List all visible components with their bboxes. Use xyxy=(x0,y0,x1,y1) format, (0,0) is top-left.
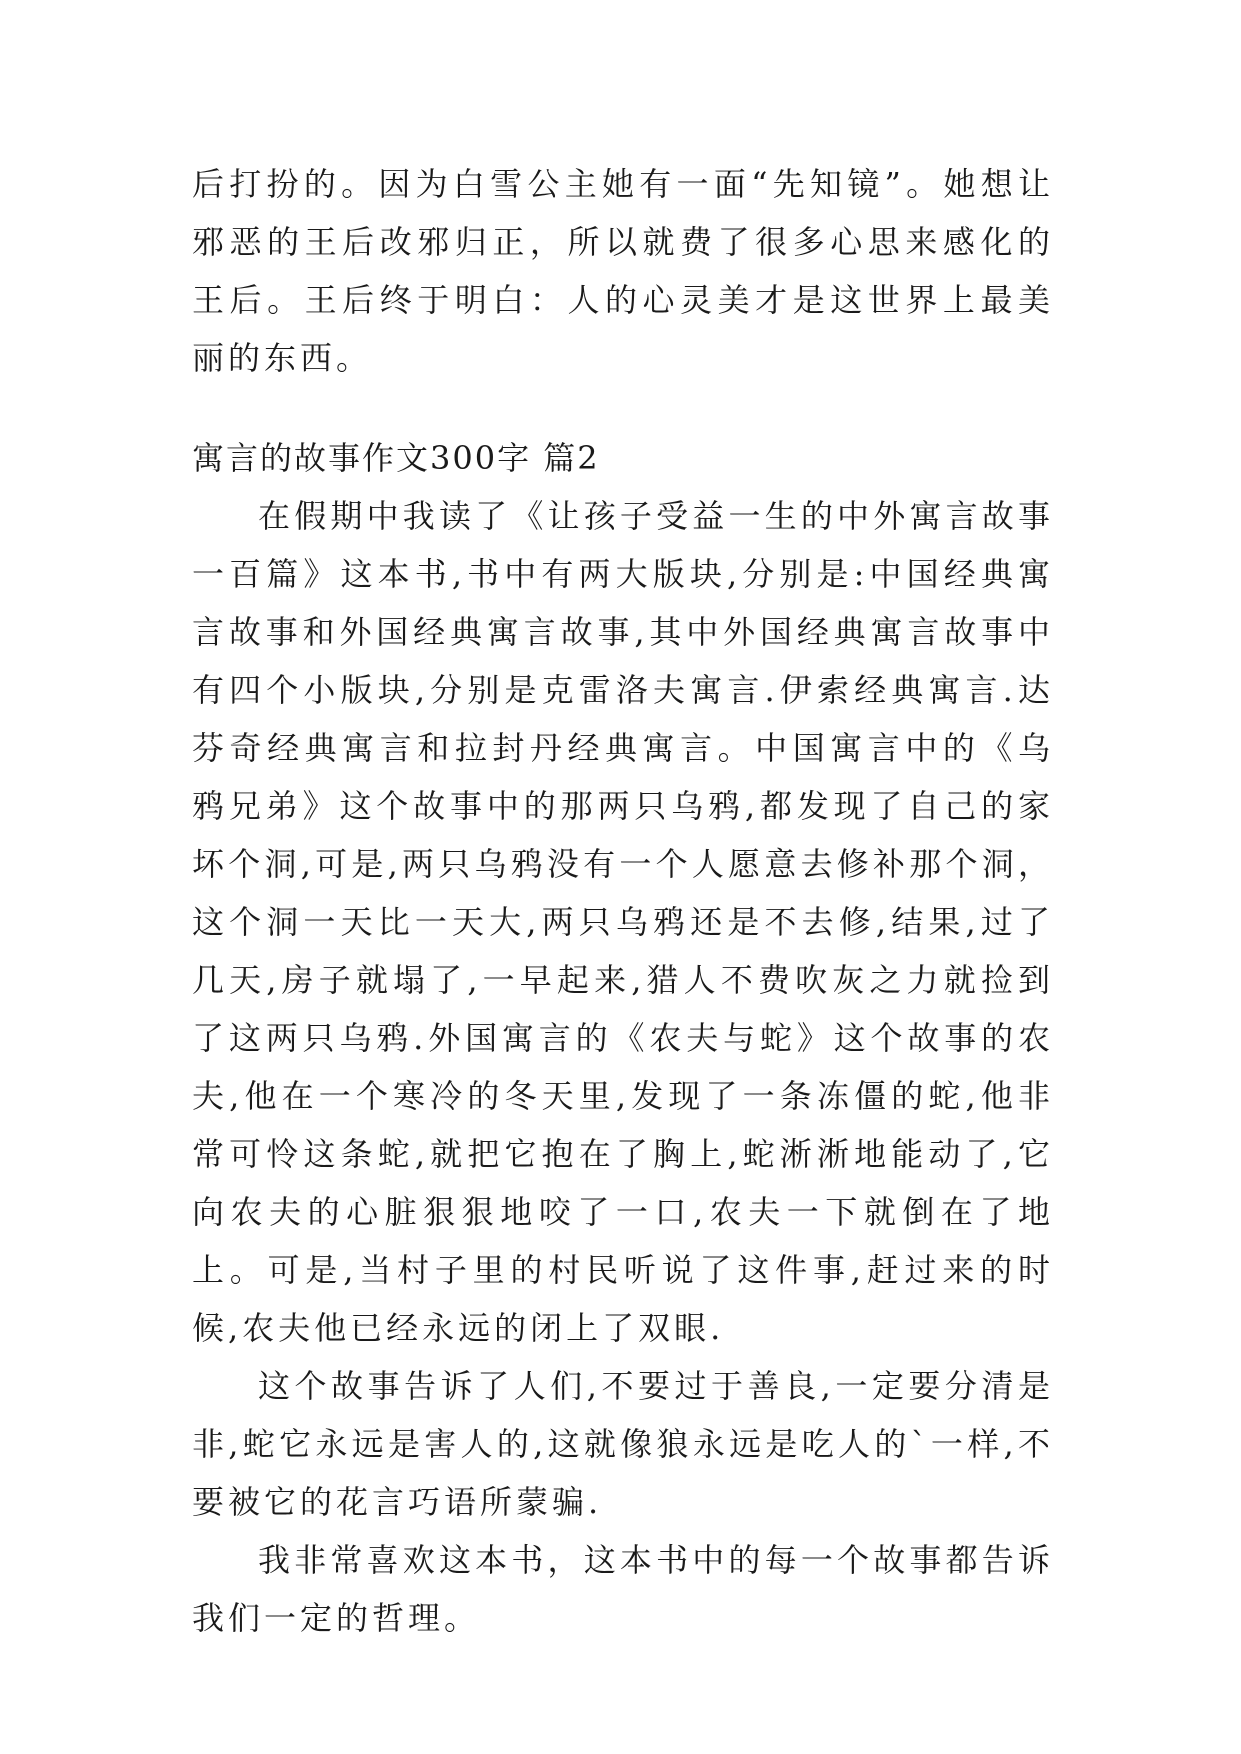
section-heading: 寓言的故事作文300字 篇2 xyxy=(192,439,600,477)
body-paragraph: 在假期中我读了《让孩子受益一生的中外寓言故事一百篇》这本书,书中有两大版块,分别是:中国经典寓言故事和外国经典寓言故事,其中外国经典寓言故事中有四个小版块,分别是克雷洛夫寓言.伊索经典寓言.达芬奇经典寓言和拉封丹经典寓言。中国寓言中的《乌鸦兄弟》这个故事中的那两只乌鸦,都发现了自己的家坏个洞,可是,两只乌鸦没有一个人愿意去修补那个洞，这个洞一天比一天大,两只乌鸦还是不去修,结果,过了几天,房子就塌了,一早起来,猎人不费吹灰之力就捡到了这两只乌鸦.外国寓言的《农夫与蛇》这个故事的农夫,他在一个寒冷的冬天里,发现了一条冻僵的蛇,他非常可怜这条蛇,就把它抱在了胸上,蛇淅淅地能动了,它向农夫的心脏狠狠地咬了一口,农夫一下就倒在了地上。可是,当村子里的村民听说了这件事,赶过来的时候,农夫他已经永远的闭上了双眼. xyxy=(192,497,1054,1347)
body-paragraph: 这个故事告诉了人们,不要过于善良,一定要分清是非,蛇它永远是害人的,这就像狼永远是吃人的`一样,不要被它的花言巧语所蒙骗. xyxy=(192,1367,1054,1521)
body-paragraph: 我非常喜欢这本书，这本书中的每一个故事都告诉我们一定的哲理。 xyxy=(192,1541,1054,1637)
document-page xyxy=(192,155,1054,1647)
continuation-paragraph: 后打扮的。因为白雪公主她有一面“先知镜”。她想让邪恶的王后改邪归正，所以就费了很多心思来感化的王后。王后终于明白：人的心灵美才是这世界上最美丽的东西。 xyxy=(192,165,1054,377)
